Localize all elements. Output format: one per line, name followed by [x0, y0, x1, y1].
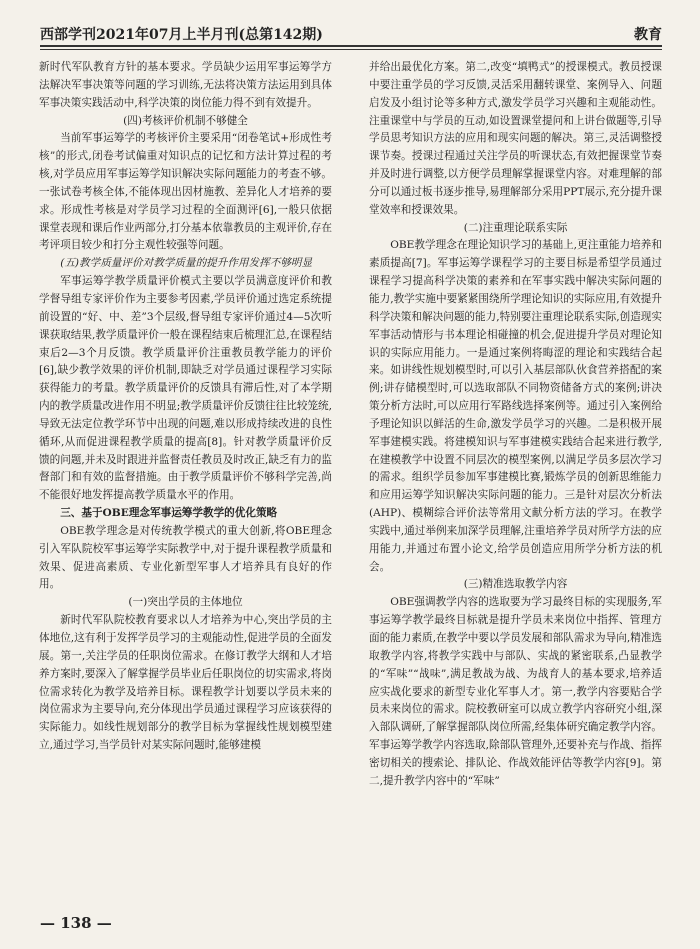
paragraph: OBE教学理念在理论知识学习的基础上,更注重能力培养和素质提高[7]。军事运筹学课程学习的主要目标是希望学员通过课程学习提高科学决策的素养和在军事实践中解决实际问题的能力,教学实施中要紧紧围绕所学理论知识的实际应用,有效提升科学决策和解决问题的能力,特别要注重理论联系实际,创造现实军事活动情形与书本理论相碰撞的机会,促进提升学员对理论知识的实际应用能力。一是通过案例将晦涩的理论和实践结合起来。如讲线性规划模型时,可以引入基层部队伙食营养搭配的案例;讲存储模型时,可以选取部队不同物资储备方式的案例;讲决策分析方法时,可以应用行军路线选择案例等。通过引入案例给予理论知识以鲜活的生命,激发学员学习的兴趣。二是积极开展军事建模实践。将建模知识与军事建模实践结合起来进行教学,在建模教学中设置不同层次的模型案例,以满足学员多层次学习的需求。组织学员参加军事建模比赛,锻炼学员的创新思维能力和应用运筹学知识解决实际问题的能力。三是针对层次分析法(AHP)、模糊综合评价法等常用文献分析方法的学习。在教学实践中,通过举例来加深学员理解,注重培养学员对所学方法的应用能力,并通过布置小论文,给学员创造应用所学分析方法的机会。: [369, 239, 662, 573]
subsection-heading: (二)注重理论联系实际: [463, 221, 568, 234]
subsection-heading: (三)精准选取教学内容: [463, 578, 568, 591]
paragraph: 当前军事运筹学的考核评价主要采用“闭卷笔试+形成性考核”的形式,闭卷考试偏重对知识点的记忆和方法计算过程的考核,对学员应用军事运筹学知识解决实际问题能力的考查不够。一张试卷考核全体,不能体现出因材施教、差异化人才培养的要求。形成性考核是对学员学习过程的全面测评[6],一般只依据课堂表现和课后作业两部分,打分基本依靠教员的主观评价,存在考评项目较少和打分主观性较强等问题。: [39, 132, 332, 252]
paragraph: 军事运筹学教学质量评价模式主要以学员满意度评价和教学督导组专家评价作为主要参考因素,学员评价通过选定系统提前设置的“好、中、差”3个层级,督导组专家评价通过4—5次听课获取结果,教学质量评价一般在课程结束后梳理汇总,在课程结束后2—3个月反馈。教学质量评价注重教员教学能力的评价[6],缺少教学效果的评价机制,即缺乏对学员通过课程学习实际获得能力的考量。教学质量评价的反馈具有滞后性,对了本学期内的教学质量改进作用不明显;教学质量评价反馈往往比较笼统,导致无法定位教学环节中出现的问题,难以形成持续改进的良性循环,从而促进课程教学质量的提高[8]。针对教学质量评价反馈的问题,并未及时跟进并监督责任教员及时改正,缺乏有力的监督部门和有效的监督措施。由于教学质量评价不够科学完善,尚不能很好地发挥提高教学质量水平的作用。: [39, 275, 332, 502]
paragraph: OBE教学理念是对传统教学模式的重大创新,将OBE理念引入军队院校军事运筹学实际教学中,对于提升课程教学质量和效果、促进高素质、专业化新型军事人才培养具有良好的作用。: [39, 524, 332, 591]
section-label: 教育: [634, 27, 662, 43]
running-header: [40, 22, 662, 44]
subsection-heading: (一)突出学员的主体地位: [128, 596, 243, 609]
subsection-heading: (四)考核评价机制不够健全: [123, 114, 248, 127]
subsection-heading: (五)教学质量评价对教学质量的提升作用发挥不够明显: [60, 257, 313, 270]
header-rule: [40, 45, 662, 47]
header-rule-thin: [40, 49, 662, 50]
journal-title: 西部学刊2021年07月上半月刊(总第142期): [40, 27, 323, 43]
paragraph: OBE强调教学内容的选取要为学习最终目标的实现服务,军事运筹学教学最终目标就是提升学员未来岗位中指挥、管理方面的能力素质,在教学中要以学员发展和部队需求为导向,精准选取教学内容,将教学实践中与部队、实战的紧密联系,凸显教学的“军味”“战味”,满足教战为战、为战育人的基本要求,培养适应实战化要求的新型专业化军事人才。第一,教学内容要贴合学员未来岗位的需求。院校教研室可以成立教学内容研究小组,深入部队调研,了解掌握部队岗位所需,经集体研究确定教学内容。军事运筹学教学内容选取,除部队管理外,还要补充与作战、指挥密切相关的搜索论、排队论、作战效能评估等教学内容[9]。第二,提升教学内容中的“军味”: [369, 596, 662, 787]
page-number: — 138 —: [40, 914, 112, 932]
section-heading: 三、基于OBE理念军事运筹学教学的优化策略: [60, 507, 278, 520]
left-column: [39, 59, 332, 755]
paragraph: 新时代军队院校教育要求以人才培养为中心,突出学员的主体地位,这有利于发挥学员学习的主观能动性,促进学员的全面发展。第一,关注学员的任职岗位需求。在修订教学大纲和人才培养方案时,要深入了解掌握学员毕业后任职岗位的切实需求,将岗位需求转化为教学及培养目标。课程教学计划要以学员未来的岗位需求为主要导向,充分体现出学员通过课程学习应该获得的实际能力。如线性规划部分的教学目标为掌握线性规划模型建立,通过学习,当学员针对某实际问题时,能够建模: [39, 614, 332, 752]
paragraph-continued: 新时代军队教育方针的基本要求。学员缺少运用军事运筹学方法解决军事决策等问题的学习训练,无法将决策方法运用到具体军事决策实践活动中,科学决策的岗位能力得不到有效提升。: [39, 61, 332, 109]
paragraph-continued: 并给出最优化方案。第二,改变“填鸭式”的授课模式。教员授课中要注重学员的学习反馈,灵活采用翻转课堂、案例导入、问题启发及小组讨论等多种方式,激发学员学习兴趣和主观能动性。注重课堂中与学员的互动,如设置课堂提问和上讲台做题等,引导学员思考知识方法的应用和现实问题的解决。第三,灵活调整授课节奏。授课过程通过关注学员的听课状态,有效把握课堂节奏并及时进行调整,以方便学员理解掌握课堂内容。对难理解的部分可以通过板书逐步推导,易理解部分采用PPT展示,充分提升课堂效率和授课效果。: [369, 61, 662, 216]
right-column: [369, 59, 662, 791]
